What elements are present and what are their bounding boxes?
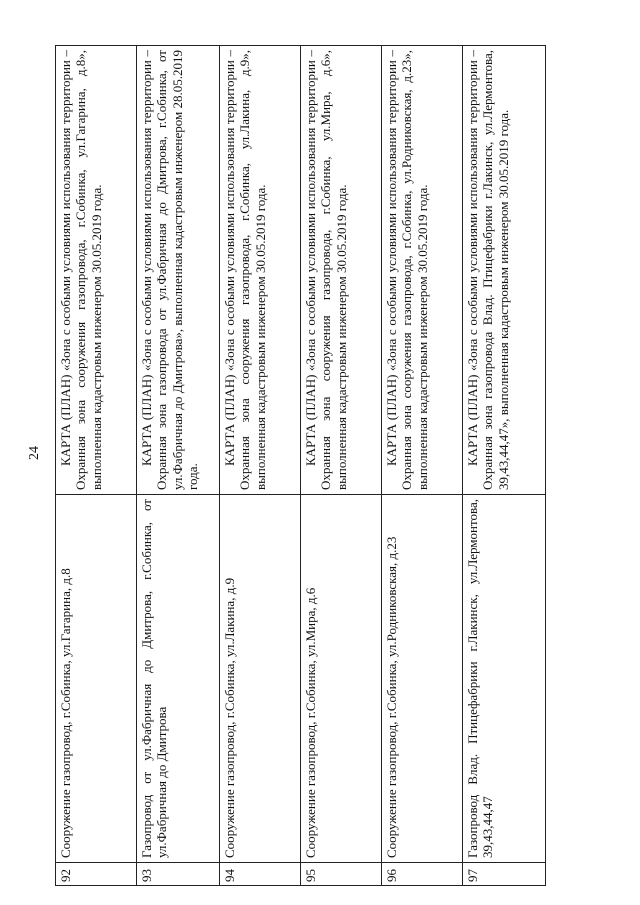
zones-table [55,45,546,886]
row-number: 92 [56,863,137,886]
object-name: Сооружение газопровод, г.Собинка, ул.Лакина, д.9 [220,495,301,863]
row-number: 95 [301,863,382,886]
map-description: КАРТА (ПЛАН) «Зона с особыми условиями использования территории – Охранная зона газопровода от ул.Фабричная до Дмитрова, г.Собинка, от ул.Фабричная до Дмитрова», выполненная кадастровым инженером 28.05.2019 года. [137,46,220,495]
table-row [220,46,301,886]
map-description: КАРТА (ПЛАН) «Зона с особыми условиями использования территории – Охранная зона сооружения газопровода, г.Собинка, ул.Гагарина, д.8», выполненная кадастровым инженером 30.05.2019 года. [56,46,137,495]
object-name: Сооружение газопровод, г.Собинка, ул.Гагарина, д.8 [56,495,137,863]
map-description: КАРТА (ПЛАН) «Зона с особыми условиями использования территории – Охранная зона сооружения газопровода, г.Собинка, ул.Лакина, д.9», выполненная кадастровым инженером 30.05.2019 года. [220,46,301,495]
row-number: 97 [463,863,546,886]
document-table-rotated [55,46,543,886]
map-description: КАРТА (ПЛАН) «Зона с особыми условиями использования территории – Охранная зона сооружения газопровода, г.Собинка, ул.Родниковская, д.23», выполненная кадастровым инженером 30.05.2019 года. [382,46,463,495]
object-name: Газопровод Влад. Птицефабрики г.Лакинск, ул.Лермонтова, 39,43,44,47 [463,495,546,863]
object-name: Сооружение газопровод, г.Собинка, ул.Мира, д.6 [301,495,382,863]
table-row [382,46,463,886]
table-row [137,46,220,886]
object-name: Газопровод от ул.Фабричная до Дмитрова, г.Собинка, от ул.Фабричная до Дмитрова [137,495,220,863]
table-row [301,46,382,886]
map-description: КАРТА (ПЛАН) «Зона с особыми условиями использования территории – Охранная зона газопровода Влад. Птицефабрики г.Лакинск, ул.Лермонтова, 39,43,44,47», выполненная кадастровым инженером 30.05.2019 года. [463,46,546,495]
page-number: 24 [27,446,42,460]
row-number: 94 [220,863,301,886]
map-description: КАРТА (ПЛАН) «Зона с особыми условиями использования территории – Охранная зона сооружения газопровода, г.Собинка, ул.Мира, д.6», выполненная кадастровым инженером 30.05.2019 года. [301,46,382,495]
table-row [463,46,546,886]
row-number: 96 [382,863,463,886]
row-number: 93 [137,863,220,886]
table-row [56,46,137,886]
object-name: Сооружение газопровод, г.Собинка, ул.Родниковская, д.23 [382,495,463,863]
